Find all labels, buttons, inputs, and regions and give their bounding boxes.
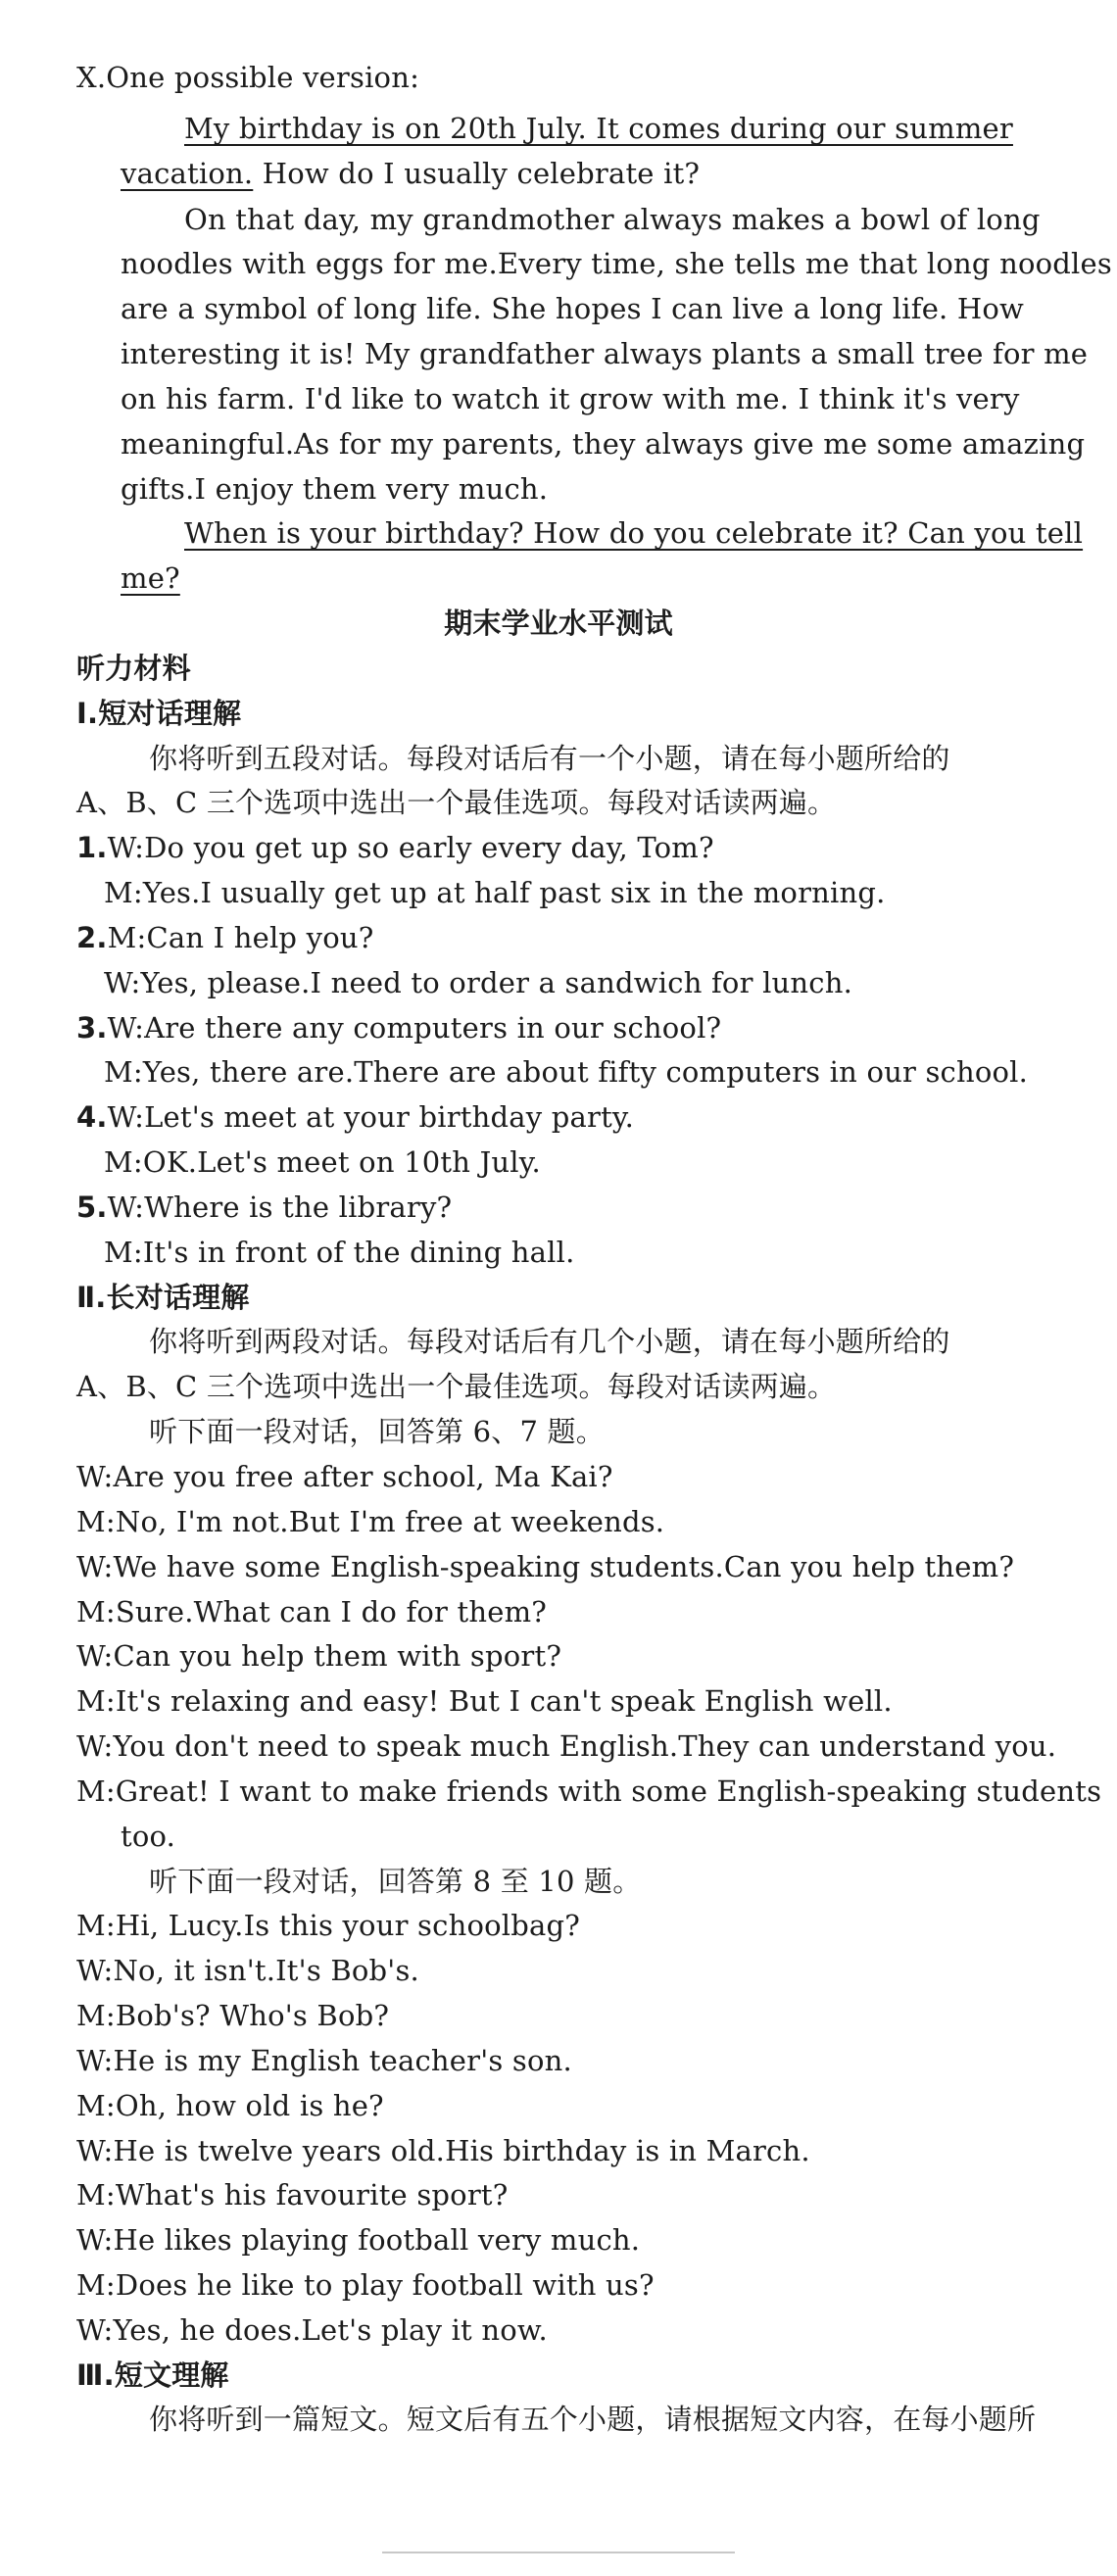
item-number: 3. [76, 1011, 108, 1045]
dialogue1-line: M:Sure.What can I do for them? [76, 1595, 548, 1628]
dialogue-item-1-line-a [76, 831, 714, 864]
dialogue-item-2-line-b: W:Yes, please.I need to order a sandwich for lunch. [104, 966, 853, 999]
dialogue1-line: M:Great! I want to make friends with some English-speaking students [76, 1774, 1102, 1808]
part2-instruction-line2: A、B、C 三个选项中选出一个最佳选项。每段对话读两遍。 [76, 1370, 837, 1403]
essay-p2-line: on his farm. I'd like to watch it grow with me. I think it's very [121, 382, 1020, 415]
dialogue1-instruction: 听下面一段对话，回答第 6、7 题。 [149, 1415, 605, 1448]
dialogue-text: W:Where is the library? [107, 1191, 453, 1224]
dialogue-item-3-line-b: M:Yes, there are.There are about fifty computers in our school. [104, 1055, 1029, 1089]
dialogue-item-4-line-a [76, 1100, 634, 1134]
page-footer-rule [382, 2552, 735, 2553]
dialogue-text: M:Can I help you? [107, 921, 374, 954]
dialogue-item-4-line-b: M:OK.Let's meet on 10th July. [104, 1145, 541, 1179]
dialogue2-line: W:He likes playing football very much. [76, 2223, 641, 2257]
item-number: 5. [76, 1191, 108, 1224]
dialogue-item-3-line-a [76, 1011, 721, 1045]
essay-p2-line: meaningful.As for my parents, they always give me some amazing [121, 427, 1086, 461]
dialogue2-line: W:He is twelve years old.His birthday is in March. [76, 2134, 810, 2167]
essay-heading: X.One possible version: [76, 61, 420, 94]
dialogue1-line: W:Are you free after school, Ma Kai? [76, 1460, 613, 1493]
dialogue2-line: W:Yes, he does.Let's play it now. [76, 2313, 548, 2347]
part2-instruction-line1: 你将听到两段对话。每段对话后有几个小题，请在每小题所给的 [149, 1325, 950, 1358]
dialogue2-line: M:Oh, how old is he? [76, 2089, 384, 2122]
dialogue-item-5-line-b: M:It's in front of the dining hall. [104, 1236, 575, 1269]
dialogue2-line: W:No, it isn't.It's Bob's. [76, 1954, 419, 1987]
item-number: 4. [76, 1100, 108, 1134]
dialogue1-line: M:No, I'm not.But I'm free at weekends. [76, 1505, 665, 1538]
dialogue-text: W:Do you get up so early every day, Tom? [107, 831, 714, 864]
essay-p1-line1: My birthday is on 20th July. It comes during our summer [184, 112, 1013, 145]
essay-p2-line: On that day, my grandmother always makes a bowl of long [184, 203, 1041, 236]
dialogue-item-5-line-a [76, 1191, 452, 1224]
dialogue1-line: W:Can you help them with sport? [76, 1639, 562, 1673]
essay-p3-line2: me? [121, 561, 180, 595]
dialogue1-line: M:It's relaxing and easy! But I can't speak English well. [76, 1684, 893, 1718]
dialogue-item-1-line-b: M:Yes.I usually get up at half past six in the morning. [104, 876, 886, 909]
dialogue2-instruction: 听下面一段对话，回答第 8 至 10 题。 [149, 1865, 642, 1898]
dialogue1-line: W:You don't need to speak much English.They can understand you. [76, 1729, 1057, 1763]
part2-heading: Ⅱ.长对话理解 [76, 1281, 250, 1314]
dialogue1-line: W:We have some English-speaking students.Can you help them? [76, 1550, 1015, 1583]
essay-p1-line2-rest: How do I usually celebrate it? [253, 157, 701, 190]
dialogue1-line-continuation: too. [121, 1820, 176, 1853]
essay-p2-line: gifts.I enjoy them very much. [121, 472, 549, 506]
item-number: 2. [76, 921, 108, 954]
listening-header: 听力材料 [76, 652, 191, 685]
dialogue2-line: M:What's his favourite sport? [76, 2178, 509, 2211]
part3-instruction-line1: 你将听到一篇短文。短文后有五个小题，请根据短文内容，在每小题所 [149, 2403, 1037, 2436]
essay-p2-line: interesting it is! My grandfather always plants a small tree for me [121, 337, 1089, 370]
dialogue2-line: M:Bob's? Who's Bob? [76, 1999, 390, 2032]
item-number: 1. [76, 831, 108, 864]
part3-heading: Ⅲ.短文理解 [76, 2358, 229, 2392]
section-title: 期末学业水平测试 [444, 607, 673, 640]
essay-p2-line: noodles with eggs for me.Every time, she tells me that long noodles [121, 247, 1112, 280]
essay-p1-line2 [121, 157, 700, 190]
essay-p2-line: are a symbol of long life. She hopes I can live a long life. How [121, 292, 1025, 325]
dialogue2-line: M:Does he like to play football with us? [76, 2268, 655, 2302]
part1-instruction-line2: A、B、C 三个选项中选出一个最佳选项。每段对话读两遍。 [76, 786, 837, 819]
essay-p3-line1: When is your birthday? How do you celebrate it? Can you tell [184, 516, 1084, 550]
dialogue-text: W:Let's meet at your birthday party. [107, 1100, 635, 1134]
dialogue-text: W:Are there any computers in our school? [107, 1011, 722, 1045]
part1-instruction-line1: 你将听到五段对话。每段对话后有一个小题，请在每小题所给的 [149, 742, 950, 775]
dialogue2-line: W:He is my English teacher's son. [76, 2044, 572, 2077]
dialogue-item-2-line-a [76, 921, 374, 954]
part1-heading: Ⅰ.短对话理解 [76, 697, 242, 730]
essay-p1-line2-underlined: vacation. [121, 157, 254, 190]
dialogue2-line: M:Hi, Lucy.Is this your schoolbag? [76, 1909, 581, 1942]
